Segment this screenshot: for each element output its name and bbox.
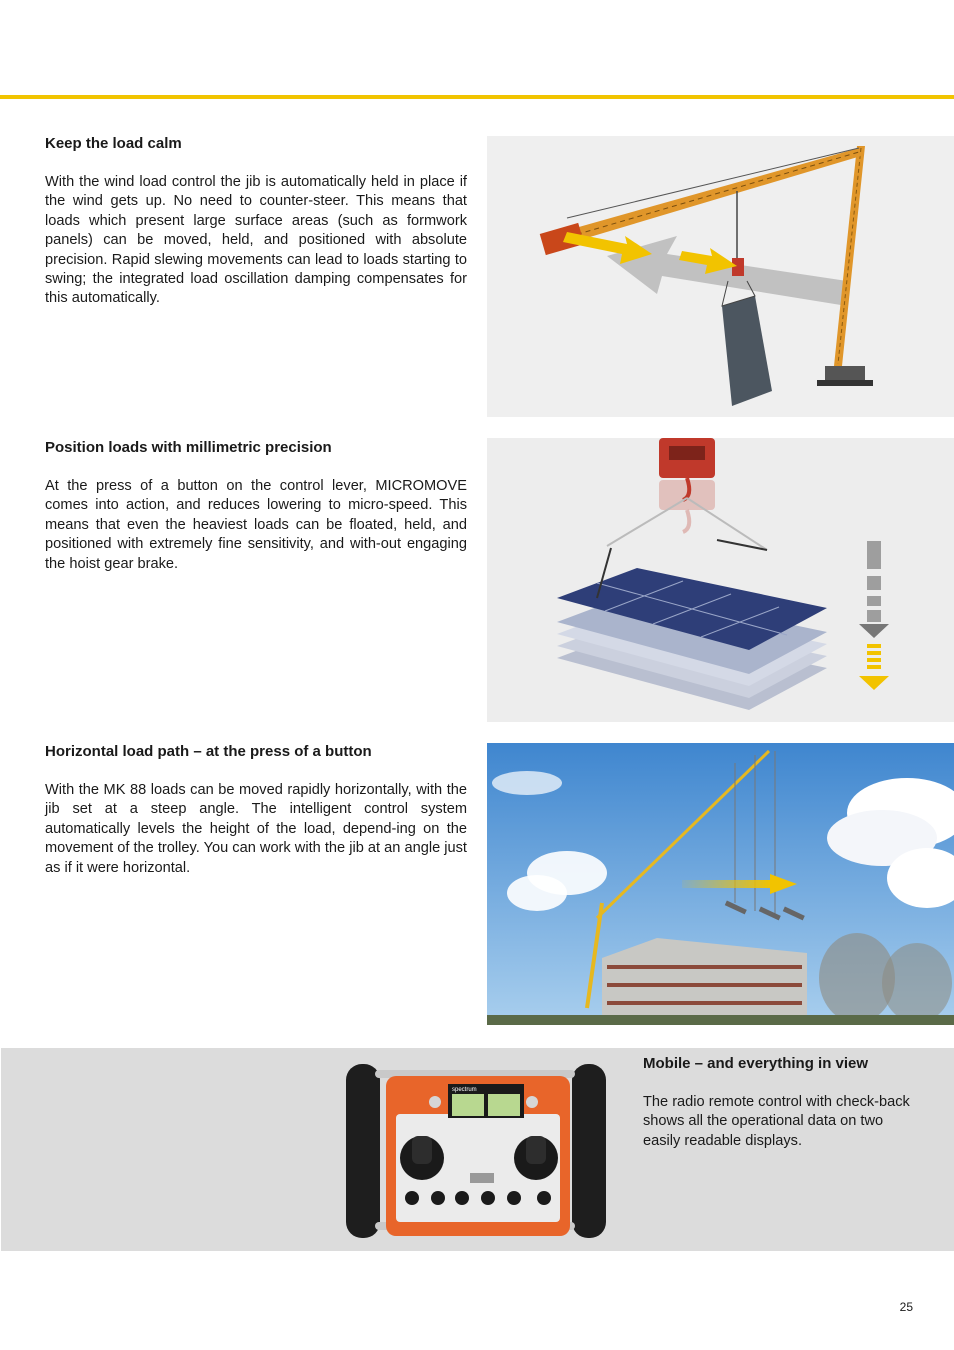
section-body: With the MK 88 loads can be moved rapidly horizontally, with the jib set at a steep angle. The intelligent control system automatically levels the height of the load, depend-ing on the movement of the trolley. You can work with the jib at an angle just as if it were horizontal. [45, 782, 467, 876]
micromove-solar-panels-photo [487, 438, 954, 722]
section-body: With the wind load control the jib is automatically held in place if the wind gets up. No need to counter-steer. This means that loads which present large surface areas (such as formwork panels) can be moved, held, and positioned with absolute precision. Rapid slewing movements can lead to loads starting to swing; the integrated load oscillation damping compensates for this automatically. [45, 174, 467, 307]
section-horizontal-load-path [45, 742, 467, 878]
horizontal-load-path-photo [487, 743, 954, 1025]
section-keep-load-calm [45, 134, 467, 309]
section-heading: Position loads with millimetric precision [45, 439, 332, 456]
crane-wind-photo [487, 136, 954, 417]
section-body: At the press of a button on the control lever, MICROMOVE comes into action, and reduces lowering to micro-speed. This means that even the heaviest loads can be floated, held, and positioned with extremely fine sensitivity, and with-out engaging the hoist gear brake. [45, 478, 467, 572]
mobile-feature-text [643, 1054, 913, 1151]
radio-remote-control-image [340, 1058, 620, 1244]
section-heading: Keep the load calm [45, 135, 182, 152]
top-accent-rule [0, 95, 954, 99]
section-heading: Horizontal load path – at the press of a button [45, 743, 372, 760]
section-heading: Mobile – and everything in view [643, 1055, 869, 1072]
section-body: The radio remote control with check-back shows all the operational data on two easily readable displays. [643, 1094, 910, 1149]
remote-brand-label: spectrum [452, 1087, 477, 1093]
page-number: 25 [899, 1300, 913, 1314]
section-millimetric-precision [45, 438, 467, 574]
